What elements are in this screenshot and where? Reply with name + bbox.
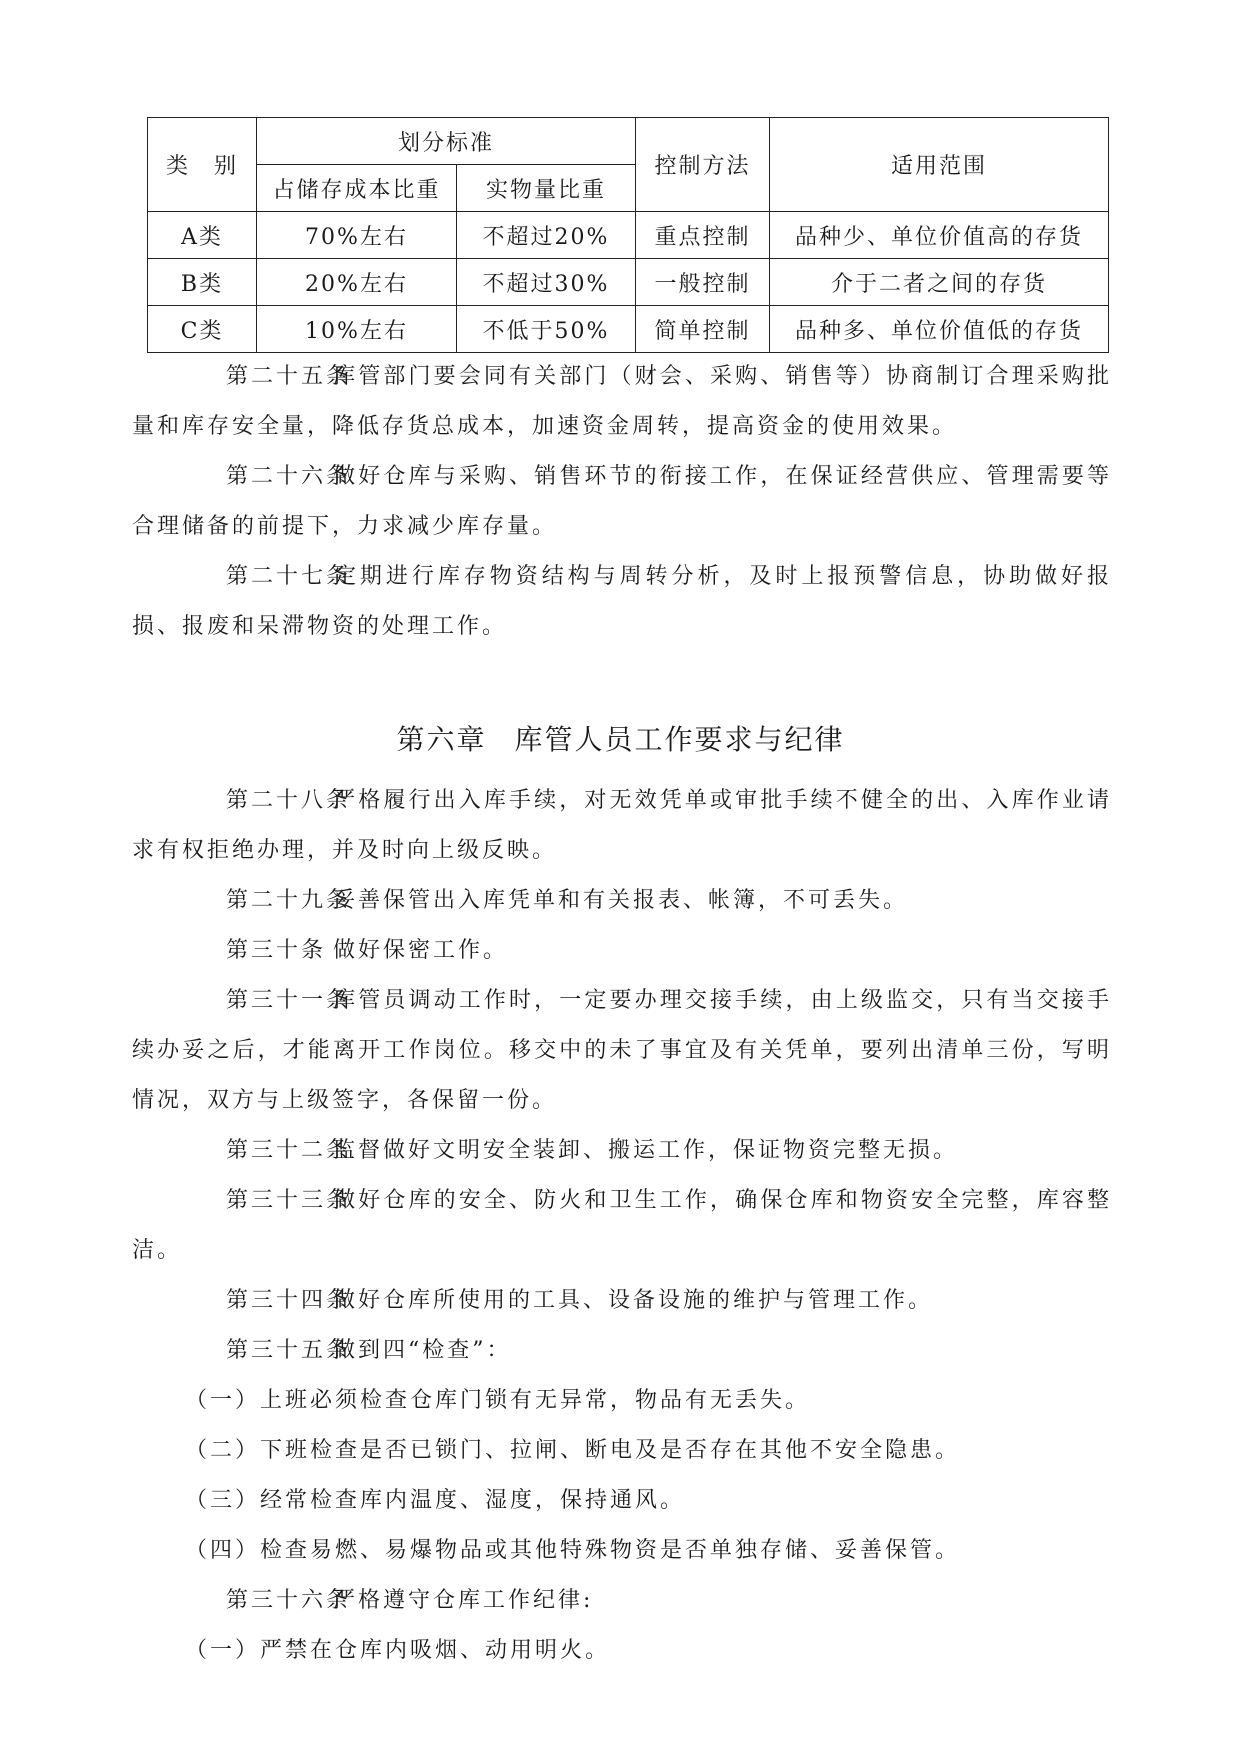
article-text: 做到四“检查”： <box>333 1338 512 1363</box>
cell-scope: 品种少、单位价值高的存货 <box>770 212 1109 259</box>
article-number: 第三十四条 <box>226 1288 352 1313</box>
article-text: 做好仓库所使用的工具、设备设施的维护与管理工作。 <box>333 1288 934 1313</box>
cell-qty: 不超过30% <box>457 259 636 306</box>
cell-cost: 10%左右 <box>257 306 457 353</box>
article-number: 第二十六条 <box>226 464 352 489</box>
cell-cost: 70%左右 <box>257 212 457 259</box>
header-scope: 适用范围 <box>770 118 1109 212</box>
article-number: 第三十一条 <box>226 988 352 1013</box>
article-29 <box>132 876 1112 926</box>
cell-method: 简单控制 <box>636 306 770 353</box>
article-text: 库管部门要会同有关部门（财会、采购、销售等）协商制订合理采购批量和库存安全量，降低存货总成本，加速资金周转，提高资金的使用效果。 <box>132 364 1112 439</box>
article-number: 第二十五条 <box>226 364 352 389</box>
cell-category: B类 <box>148 259 257 306</box>
article-33 <box>132 1176 1112 1276</box>
chapter-number: 第六章 <box>396 723 487 756</box>
table-row <box>148 259 1109 306</box>
article-text: 妥善保管出入库凭单和有关报表、帐簿，不可丢失。 <box>333 888 909 913</box>
cell-qty: 不低于50% <box>457 306 636 353</box>
table-row <box>148 212 1109 259</box>
table-row <box>148 306 1109 353</box>
article-30 <box>132 926 1112 976</box>
article-32 <box>132 1126 1112 1176</box>
cell-cost: 20%左右 <box>257 259 457 306</box>
header-category: 类 别 <box>148 118 257 212</box>
chapter-heading <box>0 718 1241 762</box>
header-method: 控制方法 <box>636 118 770 212</box>
article-text: 监督做好文明安全装卸、搬运工作，保证物资完整无损。 <box>333 1138 959 1163</box>
cell-category: A类 <box>148 212 257 259</box>
abc-classification-table <box>147 117 1109 353</box>
check-item: （三）经常检查库内温度、湿度，保持通风。 <box>185 1488 686 1513</box>
cell-qty: 不超过20% <box>457 212 636 259</box>
article-number: 第三十二条 <box>226 1138 352 1163</box>
article-text: 库管员调动工作时，一定要办理交接手续，由上级监交，只有当交接手续办妥之后，才能离开工作岗位。移交中的未了事宜及有关凭单，要列出清单三份，写明情况，双方与上级签字，各保留一份。 <box>132 988 1112 1113</box>
article-number: 第三十三条 <box>226 1188 352 1213</box>
check-item: （二）下班检查是否已锁门、拉闸、断电及是否存在其他不安全隐患。 <box>185 1438 961 1463</box>
cell-scope: 品种多、单位价值低的存货 <box>770 306 1109 353</box>
article-number: 第二十七条 <box>226 564 352 589</box>
cell-category: C类 <box>148 306 257 353</box>
article-text: 做好仓库与采购、销售环节的衔接工作，在保证经营供应、管理需要等合理储备的前提下，力求减少库存量。 <box>132 464 1112 539</box>
cell-scope: 介于二者之间的存货 <box>770 259 1109 306</box>
cell-method: 一般控制 <box>636 259 770 306</box>
article-34 <box>132 1276 1112 1326</box>
check-item: （四）检查易燃、易爆物品或其他特殊物资是否单独存储、妥善保管。 <box>185 1538 961 1563</box>
article-text: 做好保密工作。 <box>333 938 509 963</box>
header-cost-share: 占储存成本比重 <box>257 165 457 212</box>
article-text: 做好仓库的安全、防火和卫生工作，确保仓库和物资安全完整，库容整洁。 <box>132 1188 1112 1263</box>
article-text: 严格遵守仓库工作纪律: <box>333 1588 594 1613</box>
header-criteria: 划分标准 <box>257 118 636 165</box>
article-28 <box>132 776 1112 876</box>
article-number: 第三十六条 <box>226 1588 352 1613</box>
article-36 <box>132 1576 1112 1626</box>
chapter-title: 库管人员工作要求与纪律 <box>514 723 845 756</box>
article-25 <box>132 352 1112 452</box>
article-number: 第三十五条 <box>226 1338 352 1363</box>
article-27 <box>132 552 1112 652</box>
article-text: 严格履行出入库手续，对无效凭单或审批手续不健全的出、入库作业请求有权拒绝办理，并及时向上级反映。 <box>132 788 1112 863</box>
article-text: 定期进行库存物资结构与周转分析，及时上报预警信息，协助做好报损、报废和呆滞物资的处理工作。 <box>132 564 1112 639</box>
article-31 <box>132 976 1112 1126</box>
article-number: 第二十八条 <box>226 788 352 813</box>
article-number: 第三十条 <box>226 938 327 963</box>
check-item: （一）上班必须检查仓库门锁有无异常，物品有无丢失。 <box>185 1388 811 1413</box>
article-35 <box>132 1326 1112 1376</box>
cell-method: 重点控制 <box>636 212 770 259</box>
discipline-item: （一）严禁在仓库内吸烟、动用明火。 <box>185 1638 611 1663</box>
article-26 <box>132 452 1112 552</box>
article-number: 第二十九条 <box>226 888 352 913</box>
header-qty-share: 实物量比重 <box>457 165 636 212</box>
